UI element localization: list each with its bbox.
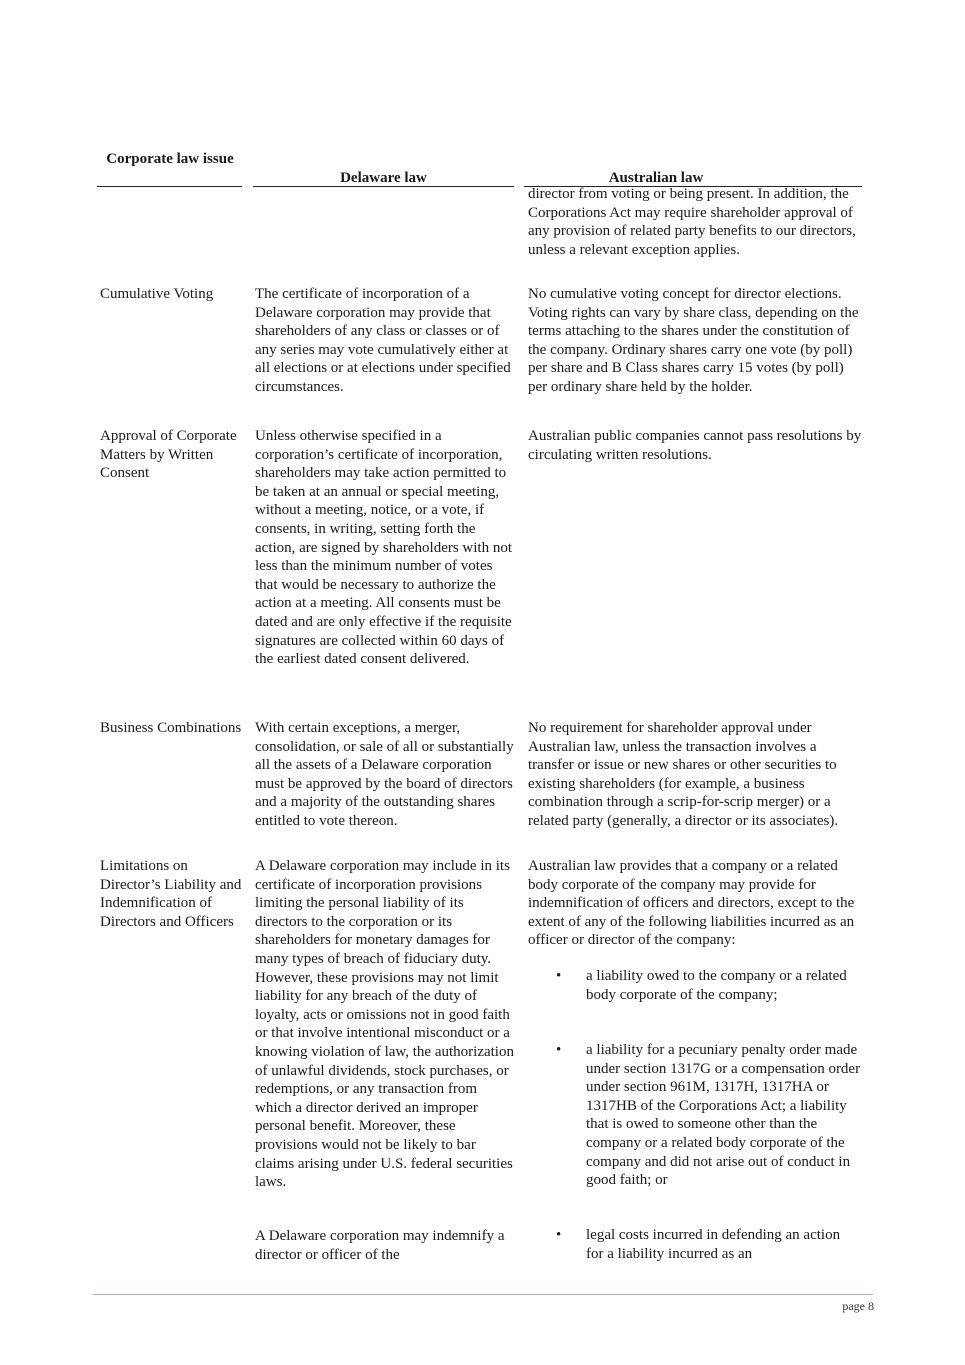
bullet-item-legal-costs: legal costs incurred in defending an action for a liability incurred as an: [586, 1227, 841, 1262]
issue-written-consent: Approval of Corporate Matters by Written Consent: [100, 428, 237, 482]
footer-rule: [93, 1294, 873, 1295]
australian-cumulative-voting: No cumulative voting concept for director elections. Voting rights can vary by share class, depending on the terms attaching to the shares under the constitution of the company. Ordinary shares carry one vote (by poll) per share and B Class shares carry 15 votes (by poll) per ordinary share held by the holder.: [528, 286, 859, 395]
page-number: page 8: [842, 1299, 874, 1313]
delaware-written-consent: Unless otherwise specified in a corporation’s certificate of incorporation, shareholders may take action permitted to be taken at an annual or special meeting, without a meeting, notice, or a vote, if consents, in writing, setting forth the action, are signed by shareholders with not less than the minimum number of votes that would be necessary to authorize the action at a meeting. All consents must be dated and are only effective if the requisite signatures are collected within 60 days of the earliest dated consent delivered.: [255, 428, 513, 668]
australian-written-consent: Australian public companies cannot pass resolutions by circulating written resolutions.: [528, 428, 862, 463]
issue-liability-indemnification: Limitations on Director’s Liability and Indemnification of Directors and Officers: [100, 858, 242, 930]
issue-cumulative-voting: Cumulative Voting: [100, 286, 214, 302]
australian-continuation: director from voting or being present. In addition, the Corporations Act may require shareholder approval of any provision of related party benefits to our directors, unless a relevant exception applies.: [528, 186, 856, 258]
column-header-issue: Corporate law issue: [106, 151, 234, 167]
header-rule-delaware: [253, 186, 514, 187]
australian-business-combinations: No requirement for shareholder approval under Australian law, unless the transaction involves a transfer or issue or new shares or other securities to existing shareholders (for example, a business combination through a scrip-for-scrip merger) or a related party (generally, a director or its associates).: [528, 720, 839, 829]
column-header-delaware: Delaware law: [340, 170, 427, 186]
delaware-liability-limitation: A Delaware corporation may include in its certificate of incorporation provisions limiting the personal liability of its directors to the corporation or its shareholders for monetary damages for many types of breach of fiduciary duty. However, these provisions may not limit liability for any breach of the duty of loyalty, acts or omissions not in good faith or that involve intentional misconduct or a knowing violation of law, the authorization of unlawful dividends, stock purchases, or redemptions, or any transaction from which a director derived an improper personal benefit. Moreover, these provisions would not be likely to bar claims arising under U.S. federal securities laws.: [255, 858, 514, 1191]
delaware-cumulative-voting: The certificate of incorporation of a Delaware corporation may provide that shareholders of any class or classes or of any series may vote cumulatively either at all elections or at elections under specified circumstances.: [255, 286, 511, 395]
header-rule-issue: [97, 186, 242, 187]
bullet-glyph: •: [556, 1227, 562, 1243]
column-header-australian: Australian law: [608, 170, 704, 186]
delaware-business-combinations: With certain exceptions, a merger, consolidation, or sale of all or substantially all the assets of a Delaware corporation must be approved by the board of directors and a majority of the outstanding shares entitled to vote thereon.: [255, 720, 514, 829]
issue-business-combinations: Business Combinations: [100, 720, 242, 736]
bullet-item-pecuniary-penalty: a liability for a pecuniary penalty order made under section 1317G or a compensation order under section 961M, 1317H, 1317HA or 1317HB of the Corporations Act; a liability that is owed to someone other than the company or a related body corporate of the company and did not arise out of conduct in good faith; or: [586, 1042, 861, 1189]
delaware-indemnify-paragraph: A Delaware corporation may indemnify a director or officer of the: [255, 1228, 505, 1263]
australian-indemnification-intro: Australian law provides that a company or a related body corporate of the company may provide for indemnification of officers and directors, except to the extent of any of the following liabilities incurred as an officer or director of the company:: [528, 858, 855, 949]
bullet-glyph: •: [556, 1042, 562, 1058]
bullet-item-company-liability: a liability owed to the company or a related body corporate of the company;: [586, 968, 847, 1003]
bullet-glyph: •: [556, 968, 562, 984]
